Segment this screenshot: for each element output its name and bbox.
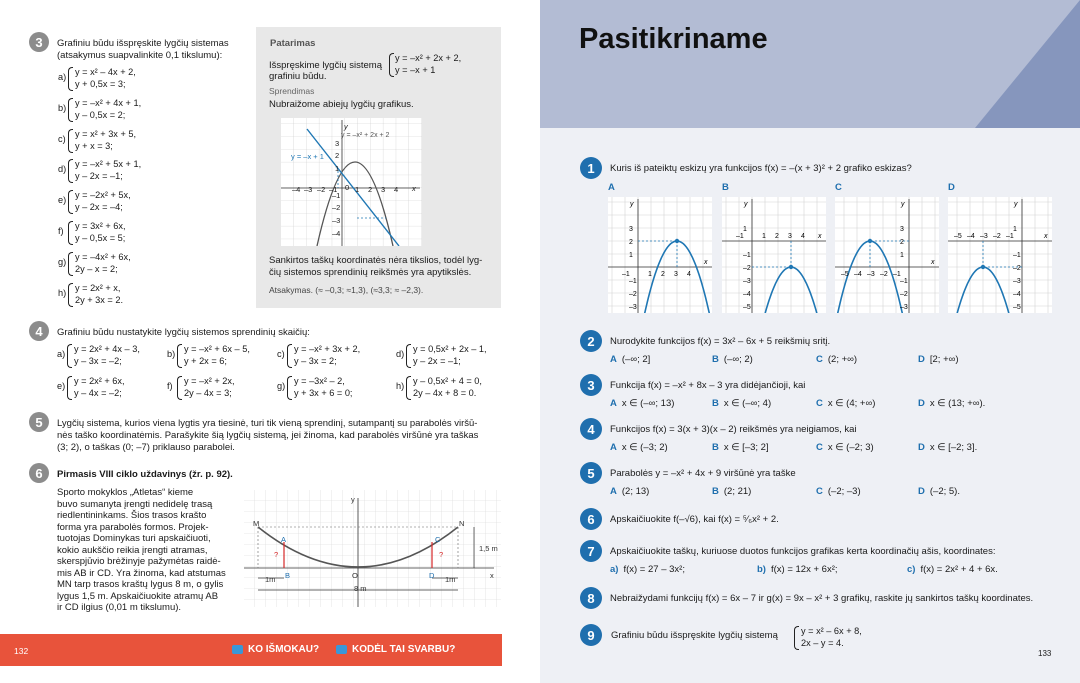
svg-text:–5: –5 <box>743 304 751 311</box>
question-2-number: 2 <box>580 330 602 352</box>
svg-text:–5: –5 <box>841 271 849 278</box>
ex3-system-equations <box>75 98 141 122</box>
ex4-system-eq-1: y = –x² + 3x + 2, <box>294 344 361 354</box>
question-5-number: 5 <box>580 462 602 484</box>
ex4-system-equations <box>74 376 125 400</box>
diagram-label-h: 1,5 m <box>479 544 498 553</box>
exercise-5-line-2: nės taško koordinatėmis. Parašykite šią lygčių sistemą, jei žinoma, kad parabolės viršūnė yra taškas <box>57 430 479 441</box>
svg-text:–5: –5 <box>954 233 962 240</box>
ex3-system-brace <box>68 252 73 276</box>
exercise-5-line-1: Lygčių sistema, kurios viena lygtis yra tiesinė, turi tik vieną sprendinį, sutampantį su parabolės viršū- <box>57 418 478 429</box>
svg-text:1: 1 <box>1013 226 1017 233</box>
exercise-3-text: Grafiniu būdu išspręskite lygčių sistemas <box>57 38 229 49</box>
answer-option-key: B <box>712 486 719 497</box>
svg-text:4: 4 <box>801 233 805 240</box>
ex4-system-eq-2: y – 4x = –2; <box>74 388 122 398</box>
hint-x-tick: 4 <box>394 185 399 194</box>
ex4-system-eq-2: y – 2x = –1; <box>413 356 461 366</box>
question-2-text: Nurodykite funkcijos f(x) = 3x² – 6x + 5 reikšmių sritį. <box>610 336 831 347</box>
hint-y-tick: –3 <box>332 216 341 225</box>
answer-option-value: (–∞; 2] <box>621 354 651 365</box>
ex3-system-label: f) <box>58 226 64 236</box>
answer-option[interactable] <box>918 442 977 453</box>
answer-option-value: (–2; –3) <box>827 486 861 497</box>
question-1-text: Kuris iš pateiktų eskizų yra funkcijos f(x) = –(x + 3)² + 2 grafiko eskizas? <box>610 163 912 174</box>
ex4-system-brace <box>177 376 182 400</box>
graph-label[interactable]: D <box>948 182 955 193</box>
svg-text:1: 1 <box>762 233 766 240</box>
answer-option-key: A <box>610 354 617 365</box>
ex4-system-eq-2: y + 3x + 6 = 0; <box>294 388 353 398</box>
hint-x-axis-label: x <box>412 184 416 193</box>
ex4-system-brace <box>406 344 411 368</box>
svg-text:2: 2 <box>661 271 665 278</box>
answer-option-key: C <box>816 398 823 409</box>
answer-option-key: C <box>816 354 823 365</box>
ex3-system-equations <box>75 67 136 91</box>
solution-text: Nubraižome abiejų lygčių grafikus. <box>269 99 414 110</box>
answer-option-value: (2; 21) <box>723 486 752 497</box>
answer-option-key: c) <box>907 564 916 575</box>
svg-text:1: 1 <box>629 252 633 259</box>
svg-text:3: 3 <box>788 233 792 240</box>
answer-option[interactable] <box>907 564 998 575</box>
question-9-text: Grafiniu būdu išspręskite lygčių sistemą <box>611 630 778 641</box>
svg-text:–1: –1 <box>629 278 637 285</box>
right-page: Pasitikriname 1 Kuris iš pateiktų eskizų yra funkcijos f(x) = –(x + 3)² + 2 grafiko eskizas? A –1 1 2 3 4 3 2 1 –1 –2 –3 x y B –1 1 2 3 4 1 –1 –2 –3 –4 –5 x y C –5 –4 –3 –2 –1 3 2 1 –1 –2 –3 x y D –5 –4 –3 –2 –1 1 –1 –2 –3 –4 –5 x y 2 Nurodykite funkcijos f(x) = 3x² – 6x + 5 reikšmių sritį. A (–∞; 2] B (–∞; 2) C (2; +∞) D [2; +∞) 3 Funkcija f(x) = –x² + 8x – 3 yra didėjančioji, kai A x ∈ (–∞; 13) B x ∈ (–∞; 4) C x ∈ (4; +∞) D x ∈ (13; +∞). 4 Funkcijos f(x) = 3(x + 3)(x – 2) reikšmės yra neigiamos, kai A x ∈ (–3; 2) B x ∈ [–3; 2] C x ∈ (–2; 3) D x ∈ [–2; 3]. 5 Parabolės y = –x² + 4x + 9 viršūnė yra taške A (2; 13) B (2; 21) C (–2; –3) D (–2; 5). 6 Apskaičiuokite f(–√6), kai f(x) = ⁵⁄₆x² + 2. 7 Apskaičiuokite taškų, kuriuose duotos funkcijos grafikas kerta koordinačių ašis, koordinates: a) f(x) = 27 – 3x²; b) f(x) = 12x + 6x²; c) f(x) = 2x² + 4 + 6x. 8 Nebraižydami funkcijų f(x) = 6x – 7 ir g(x) = 9x – x² + 3 grafikų, raskite jų sankirtos taškų koordinates. 9 Grafiniu būdu išspręskite lygčių sistemą y = x² – 6x + 8, 2x – y = 4. 133 <box>540 0 1080 683</box>
hint-note: Sankirtos taškų koordinatės nėra tikslios, todėl lyg- <box>269 255 483 266</box>
svg-text:–2: –2 <box>880 271 888 278</box>
ex4-system-brace <box>406 376 411 400</box>
hint-y-tick: –4 <box>332 229 341 238</box>
exercise-6-line: ir CD ilgius (0,01 m tikslumu). <box>57 602 182 613</box>
graph-label[interactable]: A <box>608 182 615 193</box>
ex4-system-eq-2: y – 3x = 2; <box>294 356 337 366</box>
answer-option-value: f(x) = 2x² + 4 + 6x. <box>920 564 998 575</box>
question-4-number: 4 <box>580 418 602 440</box>
svg-text:y: y <box>744 201 748 208</box>
ex4-system-label: c) <box>277 349 285 359</box>
question-3-number: 3 <box>580 374 602 396</box>
svg-text:–3: –3 <box>980 233 988 240</box>
answer-option[interactable] <box>610 564 685 575</box>
exercise-3-text-2: (atsakymus suapvalinkite 0,1 tikslumu): <box>57 50 223 61</box>
ex4-system-eq-1: y = –3x² – 2, <box>294 376 345 386</box>
exercise-6-line: lygus 1,5 m. Apskaičiuokite atramų AB <box>57 590 219 602</box>
answer-option[interactable] <box>918 486 960 497</box>
answer-option[interactable] <box>610 354 650 365</box>
answer-option-key: B <box>712 442 719 453</box>
svg-text:–1: –1 <box>622 271 630 278</box>
exercise-5-number: 5 <box>29 412 49 432</box>
answer-option-value: [2; +∞) <box>929 354 959 365</box>
exercise-6-number: 6 <box>29 463 49 483</box>
diagram-label-y: y <box>351 495 355 504</box>
answer-option[interactable] <box>918 354 959 365</box>
ex4-system-eq-1: y – 0,5x² + 4 = 0, <box>413 376 482 386</box>
question-6-text: Apskaičiuokite f(–√6), kai f(x) = ⁵⁄₆x² + 2. <box>610 514 779 525</box>
hint-task-2: grafiniu būdu. <box>269 71 327 82</box>
ex3-system-eq-2: y – 0,5x = 5; <box>75 233 126 243</box>
diagram-label-q1: ? <box>274 550 279 559</box>
answer-option-value: x ∈ [–3; 2] <box>723 442 769 453</box>
answer-option-value: x ∈ [–2; 3]. <box>929 442 978 453</box>
svg-text:x: x <box>704 259 708 266</box>
ex4-system-eq-2: 2y – 4x = 3; <box>184 388 232 398</box>
svg-text:–4: –4 <box>743 291 751 298</box>
answer-option-key: a) <box>610 564 619 575</box>
answer-option-key: B <box>712 354 719 365</box>
ex4-system-brace <box>287 344 292 368</box>
ex3-system-equations <box>75 190 131 214</box>
question-6-number: 6 <box>580 508 602 530</box>
ex3-system-eq-2: y – 0,5x = 2; <box>75 109 126 120</box>
importance-link[interactable]: KODĖL TAI SVARBU? <box>352 644 456 655</box>
question-4-text: Funkcijos f(x) = 3(x + 3)(x – 2) reikšmės yra neigiamos, kai <box>610 424 857 435</box>
svg-text:–1: –1 <box>900 278 908 285</box>
svg-text:–4: –4 <box>854 271 862 278</box>
ex4-system-eq-2: 2y – 4x + 8 = 0. <box>413 388 477 398</box>
ex4-system-label: e) <box>57 381 66 391</box>
hint-x-tick: –3 <box>304 185 313 194</box>
ex3-system-brace <box>68 159 73 183</box>
hint-y-axis-label: y <box>344 122 348 131</box>
answer-option[interactable] <box>610 442 668 453</box>
svg-text:–1: –1 <box>893 271 901 278</box>
answer-option[interactable] <box>816 486 861 497</box>
hint-answer: Atsakymas. (≈ –0,3; ≈1,3), (≈3,3; ≈ –2,3). <box>269 285 424 295</box>
ex3-system-eq-1: y = x² – 4x + 2, <box>75 67 136 77</box>
ex4-system-brace <box>287 376 292 400</box>
ex3-system-brace <box>68 98 73 122</box>
ex3-system-brace <box>68 221 73 245</box>
hint-x-tick: 3 <box>381 185 386 194</box>
exercise-6-line: tuotojas Dominykas turi apskaičiuoti, <box>57 533 211 544</box>
answer-option-value: x ∈ (–3; 2) <box>621 442 668 453</box>
answer-option[interactable] <box>816 354 857 365</box>
ex3-system-eq-2: 2y + 3x = 2. <box>75 294 124 305</box>
answer-option[interactable] <box>610 398 674 409</box>
ex4-system-eq-2: y + 2x = 6; <box>184 356 227 366</box>
exercise-6-line: Sporto mokyklos „Atletas“ kieme <box>57 487 194 498</box>
ex4-system-eq-1: y = 2x² + 4x – 3, <box>74 344 140 354</box>
hint-x-tick: –2 <box>317 185 326 194</box>
svg-text:x: x <box>1044 233 1048 240</box>
diagram-label-B: B <box>285 571 291 580</box>
svg-text:–2: –2 <box>900 291 908 298</box>
question-9-number: 9 <box>580 624 602 646</box>
ex4-system-label: h) <box>396 381 405 391</box>
answer-option[interactable] <box>712 354 753 365</box>
diagram-label-D: D <box>429 571 435 580</box>
svg-text:2: 2 <box>900 239 904 246</box>
exercise-6-title: Pirmasis VIII ciklo uždavinys (žr. p. 92). <box>57 469 233 480</box>
hint-y-tick: 2 <box>335 151 340 160</box>
exercise-5-line-3: (3; 2), o taškas (0; –7) priklauso parabolei. <box>57 442 235 453</box>
svg-text:–3: –3 <box>743 278 751 285</box>
answer-option[interactable] <box>610 486 649 497</box>
ex4-system-equations <box>294 376 352 400</box>
ex3-system-label: g) <box>58 256 67 267</box>
page-number-left: 132 <box>14 646 29 656</box>
footer-bar <box>0 634 502 666</box>
parabola-label: y = –x² + 2x + 2 <box>341 132 390 139</box>
page-title: Pasitikriname <box>579 23 768 55</box>
exercise-4-text: Grafiniu būdu nustatykite lygčių sistemos sprendinių skaičių: <box>57 327 310 338</box>
ex4-system-label: a) <box>57 349 66 359</box>
svg-text:3: 3 <box>900 226 904 233</box>
answer-option-value: x ∈ (–∞; 13) <box>621 398 675 409</box>
svg-text:–3: –3 <box>900 304 908 311</box>
ex3-system-equations <box>75 159 141 183</box>
answer-option[interactable] <box>712 442 769 453</box>
answer-option-value: (–2; 5). <box>929 486 960 497</box>
svg-text:1: 1 <box>743 226 747 233</box>
ex3-system-eq-2: y + x = 3; <box>75 140 113 151</box>
diagram-label-M: M <box>253 519 260 528</box>
svg-text:–5: –5 <box>1013 304 1021 311</box>
answer-option[interactable] <box>816 398 875 409</box>
ex3-system-equations <box>75 283 123 307</box>
hint-x-tick: 2 <box>368 185 373 194</box>
ex3-system-brace <box>68 283 73 307</box>
ex4-system-equations <box>413 376 482 400</box>
question-1-number: 1 <box>580 157 602 179</box>
ex3-system-eq-1: y = –x² + 4x + 1, <box>75 97 142 108</box>
answer-option[interactable] <box>816 442 874 453</box>
ex3-system-equations <box>75 252 131 276</box>
svg-text:y: y <box>1014 201 1018 208</box>
ex3-system-label: a) <box>58 72 67 82</box>
answer-option-key: b) <box>757 564 766 575</box>
svg-text:–2: –2 <box>993 233 1001 240</box>
hint-y-tick: –2 <box>332 203 341 212</box>
answer-option-value: x ∈ (–2; 3) <box>827 442 874 453</box>
ex3-system-label: h) <box>58 287 67 298</box>
hint-origin: 0 <box>345 183 350 192</box>
svg-text:–2: –2 <box>1013 265 1021 272</box>
graph-option[interactable] <box>948 197 1052 313</box>
diagram-label-m2: 1m <box>445 575 456 584</box>
svg-text:1: 1 <box>900 252 904 259</box>
svg-text:–1: –1 <box>1006 233 1014 240</box>
graph-option[interactable] <box>722 197 826 313</box>
svg-text:y: y <box>901 201 905 208</box>
svg-text:–1: –1 <box>1013 252 1021 259</box>
answer-option-value: (2; +∞) <box>827 354 858 365</box>
svg-text:–2: –2 <box>629 291 637 298</box>
ex4-system-equations <box>184 344 250 368</box>
question-5-text: Parabolės y = –x² + 4x + 9 viršūnė yra taške <box>610 468 796 479</box>
diagram-label-q2: ? <box>439 550 444 559</box>
svg-text:–2: –2 <box>743 265 751 272</box>
ex3-system-eq-1: y = x² + 3x + 5, <box>75 128 137 139</box>
ex4-system-label: d) <box>396 349 405 359</box>
ex3-system-eq-2: 2y – x = 2; <box>75 263 118 274</box>
ex3-system-eq-2: y + 0,5x = 3; <box>75 79 126 89</box>
ex4-system-brace <box>67 376 72 400</box>
exercise-4-number: 4 <box>29 321 49 341</box>
ex3-system-equations <box>75 221 126 245</box>
answer-option[interactable] <box>918 398 985 409</box>
answer-option-key: B <box>712 398 719 409</box>
answer-option-key: C <box>816 486 823 497</box>
chat-icon-2 <box>336 645 347 654</box>
svg-text:–1: –1 <box>736 233 744 240</box>
ex4-system-equations <box>184 376 235 400</box>
hint-title: Patarimas <box>270 38 316 49</box>
svg-text:x: x <box>931 259 935 266</box>
graph-label[interactable]: C <box>835 182 842 193</box>
answer-option[interactable] <box>712 486 751 497</box>
exercise-3-number: 3 <box>29 32 49 52</box>
ex3-system-equations <box>75 129 136 153</box>
exercise-6-line: MN tarp trasos kraštų lygus 8 m, o gylis <box>57 579 224 590</box>
svg-text:–4: –4 <box>967 233 975 240</box>
answer-option-key: D <box>918 442 925 453</box>
answer-option-key: A <box>610 486 617 497</box>
exercise-6-line: mis AB ir CD. Yra žinoma, kad atstumas <box>57 567 226 579</box>
answer-option-key: A <box>610 442 617 453</box>
exercise-6-line: forma yra parabolės formos. Projek- <box>57 521 209 533</box>
answer-option[interactable] <box>712 398 771 409</box>
diagram-label-N: N <box>459 519 465 528</box>
ex4-system-equations <box>413 344 487 368</box>
answer-option-key: A <box>610 398 617 409</box>
answer-option-value: f(x) = 27 – 3x²; <box>623 564 685 575</box>
svg-text:–4: –4 <box>1013 291 1021 298</box>
exercise-6-line: riedlentininkams. Šios trasos krašto <box>57 510 207 521</box>
question-8-text: Nebraižydami funkcijų f(x) = 6x – 7 ir g(x) = 9x – x² + 3 grafikų, raskite jų sankirtos taškų koordinates. <box>610 593 1034 604</box>
svg-text:x: x <box>818 233 822 240</box>
ex4-system-brace <box>67 344 72 368</box>
hint-y-tick: 1 <box>335 164 340 173</box>
answer-option-value: x ∈ (4; +∞) <box>827 398 876 409</box>
answer-option-key: D <box>918 354 925 365</box>
graph-option[interactable] <box>608 197 712 313</box>
ex4-system-label: g) <box>277 381 286 391</box>
hint-y-tick: –1 <box>332 191 341 200</box>
ex3-system-eq-2: y – 2x = –4; <box>75 202 123 213</box>
ex4-system-eq-1: y = –x² + 2x, <box>184 376 235 386</box>
ex3-system-label: c) <box>58 133 66 144</box>
ex3-system-eq-1: y = 2x² + x, <box>75 282 121 293</box>
svg-text:–1: –1 <box>743 252 751 259</box>
ex3-system-eq-1: y = 3x² + 6x, <box>75 221 126 231</box>
svg-text:3: 3 <box>674 271 678 278</box>
ex3-system-eq-1: y = –4x² + 6x, <box>75 251 131 262</box>
ex4-system-label: f) <box>167 381 173 391</box>
answer-option-key: C <box>816 442 823 453</box>
answer-option-value: (2; 13) <box>621 486 650 497</box>
ex4-system-eq-1: y = 2x² + 6x, <box>74 376 125 386</box>
track-diagram <box>244 490 501 607</box>
svg-text:–3: –3 <box>867 271 875 278</box>
answer-option-value: f(x) = 12x + 6x²; <box>770 564 838 575</box>
exercise-6-line: kokio aukščio reikia įrengti atramas, <box>57 544 208 556</box>
svg-text:–3: –3 <box>1013 278 1021 285</box>
hint-y-tick: 3 <box>335 139 340 148</box>
exercise-6-line: skerspjūvio brėžinyje pažymėtas raidė- <box>57 556 221 567</box>
answer-option-value: x ∈ (–∞; 4) <box>723 398 772 409</box>
hint-x-tick: 1 <box>355 185 360 194</box>
answer-option-value: (–∞; 2) <box>723 354 753 365</box>
svg-text:y: y <box>630 201 634 208</box>
ex3-system-eq-2: y – 2x = –1; <box>75 171 123 182</box>
diagram-label-C: C <box>435 535 441 544</box>
question-7-text: Apskaičiuokite taškų, kuriuose duotos funkcijos grafikas kerta koordinačių ašis, koordinates: <box>610 546 996 557</box>
ex3-system-eq-1: y = –x² + 5x + 1, <box>75 159 142 170</box>
svg-text:–3: –3 <box>629 304 637 311</box>
hint-task: Išspręskime lygčių sistemą <box>269 60 382 71</box>
learn-link[interactable]: KO IŠMOKAU? <box>248 644 320 655</box>
answer-option-key: D <box>918 398 925 409</box>
ex3-system-label: d) <box>58 164 67 175</box>
ex4-system-eq-2: y – 3x = –2; <box>74 356 122 366</box>
question-8-number: 8 <box>580 587 602 609</box>
ex4-system-eq-1: y = –x² + 6x – 5, <box>184 344 250 354</box>
hint-note-2: čių sistemos sprendinių reikšmės yra apytikslės. <box>269 267 472 278</box>
ex3-system-label: e) <box>58 195 67 206</box>
hint-x-tick: –4 <box>292 185 301 194</box>
svg-text:2: 2 <box>775 233 779 240</box>
corner-decoration <box>880 0 1080 128</box>
hint-x-tick: –1 <box>329 185 338 194</box>
ex4-system-label: b) <box>167 349 176 359</box>
svg-text:2: 2 <box>629 239 633 246</box>
ex4-system-equations <box>294 344 360 368</box>
svg-text:1: 1 <box>648 271 652 278</box>
svg-text:4: 4 <box>687 271 691 278</box>
chat-icon <box>232 645 243 654</box>
page-number-right: 133 <box>1038 649 1052 658</box>
answer-option-key: D <box>918 486 925 497</box>
question-3-text: Funkcija f(x) = –x² + 8x – 3 yra didėjančioji, kai <box>610 380 806 391</box>
ex3-system-label: b) <box>58 102 67 113</box>
svg-text:3: 3 <box>629 226 633 233</box>
diagram-label-w: 8 m <box>354 584 367 593</box>
line-label: y = –x + 1 <box>291 152 324 161</box>
diagram-label-x: x <box>490 571 494 580</box>
diagram-label-O: O <box>352 571 358 580</box>
question-7-number: 7 <box>580 540 602 562</box>
ex4-system-brace <box>177 344 182 368</box>
ex4-system-eq-1: y = 0,5x² + 2x – 1, <box>413 344 487 354</box>
diagram-label-m1: 1m <box>265 575 276 584</box>
ex3-system-eq-1: y = –2x² + 5x, <box>75 190 131 201</box>
ex4-system-equations <box>74 344 140 368</box>
graph-label[interactable]: B <box>722 182 729 193</box>
hint-box: Patarimas Išspręskime lygčių sistemą grafiniu būdu. y = –x² + 2x + 2, y = –x + 1 Sprendimas Nubraižome abiejų lygčių grafikus. y = –x² + 2x + 2 y = –x + 1 –4 –3 –2 –1 1 2 3 4 3 2 1 –1 –2 –3 –4 0 x y Sankirtos taškų koordinatės nėra tikslios, todėl lyg- čių sistemos sprendinių reikšmės yra apytikslės. Atsakymas. (≈ –0,3; ≈1,3), (≈3,3; ≈ –2,3). <box>256 27 501 308</box>
answer-option[interactable] <box>757 564 838 575</box>
ex3-system-brace <box>68 67 73 91</box>
solution-label: Sprendimas <box>269 86 315 96</box>
ex3-system-brace <box>68 129 73 153</box>
graph-option[interactable] <box>835 197 939 313</box>
ex3-system-brace <box>68 190 73 214</box>
diagram-label-A: A <box>281 535 287 544</box>
answer-option-value: x ∈ (13; +∞). <box>929 398 986 409</box>
exercise-6-line: buvo sumanyta įrengti nedidelę trasą <box>57 498 213 510</box>
